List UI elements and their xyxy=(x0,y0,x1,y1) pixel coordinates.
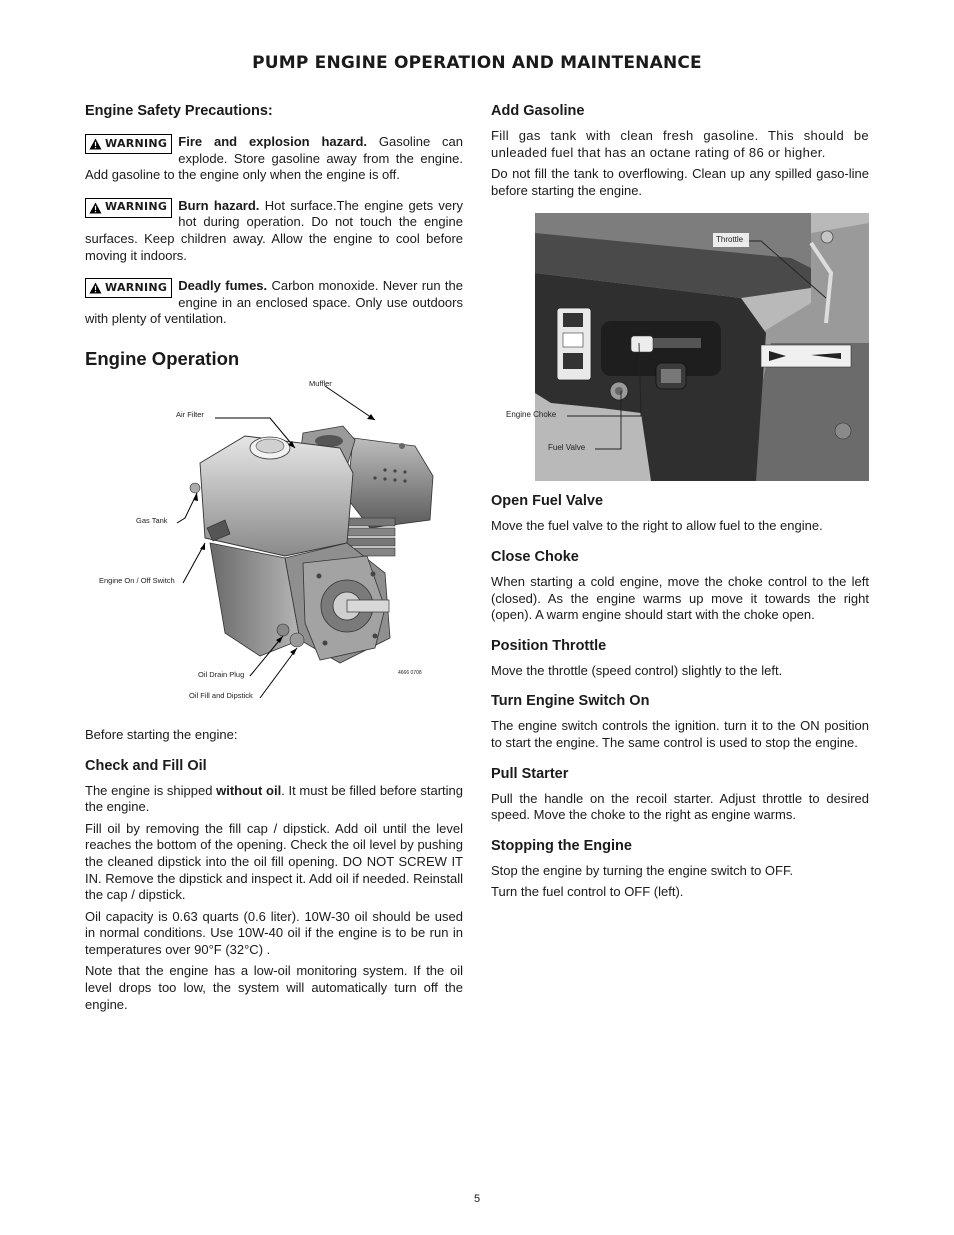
section-pull-starter xyxy=(491,766,869,824)
hazard-text: Hot surface.The engine gets very hot during operation. Do not touch the engine surfaces. Keep children away. Allow the engine to cool before moving it indoors. xyxy=(85,197,463,263)
section-text: Pull the handle on the recoil starter. Adjust throttle to desired speed. Move the choke to the right as engine warms. xyxy=(491,790,869,823)
check-oil-p2: Fill oil by removing the fill cap / dipstick. Add oil until the level reaches the bottom of the opening. Check the oil level by pushing the cleaned dipstick into the oil fill opening. DO NOT SCREW IT IN. Remove the dipstick and inspect it. Add oil if needed. Reinstall the cap / dipstick. xyxy=(85,820,463,903)
section-turn-switch-on xyxy=(491,693,869,751)
section-heading: Close Choke xyxy=(491,548,579,565)
warning-triangle-icon xyxy=(89,282,102,294)
section-heading: Turn Engine Switch On xyxy=(491,693,650,710)
warning-burn xyxy=(85,198,463,264)
warning-badge: WARNING xyxy=(85,278,172,298)
section-stopping-engine xyxy=(491,838,869,901)
safety-heading: Engine Safety Precautions: xyxy=(85,103,273,119)
section-heading: Position Throttle xyxy=(491,637,607,654)
section-text: Move the fuel valve to the right to allow fuel to the engine. xyxy=(491,518,823,534)
page-number: 5 xyxy=(473,1193,481,1205)
oil-drain-label: Oil Drain Plug xyxy=(198,669,245,679)
gas-tank-label: Gas Tank xyxy=(136,515,168,525)
section-heading: Open Fuel Valve xyxy=(491,493,604,510)
warning-fumes xyxy=(85,278,463,328)
right-column xyxy=(491,103,869,906)
air-filter-label: Air Filter xyxy=(176,409,204,419)
warning-triangle-icon xyxy=(89,138,102,150)
warning-triangle-icon xyxy=(89,202,102,214)
engine-operation-heading: Engine Operation xyxy=(85,347,240,369)
add-gasoline-p1: Fill gas tank with clean fresh gasoline. This should be unleaded fuel that has an octane rating of 86 or higher. xyxy=(491,128,869,160)
warning-badge: WARNING xyxy=(85,134,172,154)
section-text: When starting a cold engine, move the choke control to the left (closed). As the engine warms up move it towards the right (open). A warm engine should start with the choke open. xyxy=(491,573,869,623)
fuel-valve-label: Fuel Valve xyxy=(548,443,586,453)
section-text: Turn the fuel control to OFF (left). xyxy=(491,884,684,900)
engine-controls-photo xyxy=(491,213,869,481)
oil-fill-label: Oil Fill and Dipstick xyxy=(189,690,253,700)
section-close-choke xyxy=(491,549,869,624)
add-gasoline-heading: Add Gasoline xyxy=(491,103,585,119)
section-heading: Stopping the Engine xyxy=(491,837,632,854)
warning-badge: WARNING xyxy=(85,198,172,218)
section-heading: Pull Starter xyxy=(491,765,569,782)
hazard-title: Fire and explosion hazard. xyxy=(178,134,367,149)
page-title: PUMP ENGINE OPERATION AND MAINTENANCE xyxy=(252,53,702,73)
engine-switch-label: Engine On / Off Switch xyxy=(99,575,175,585)
engine-figure xyxy=(85,378,463,723)
figure-code: 4666 0708 xyxy=(398,669,422,676)
section-text: The engine switch controls the ignition. turn it to the ON position to start the engine. The same control is used to stop the engine. xyxy=(491,718,869,750)
check-oil-p4: Note that the engine has a low-oil monitoring system. If the oil level drops too low, the system will automatically turn off the engine. xyxy=(85,963,463,1012)
left-column xyxy=(85,103,463,1018)
section-position-throttle xyxy=(491,638,869,680)
controls-figure xyxy=(491,213,869,481)
check-oil-p3: Oil capacity is 0.63 quarts (0.6 liter). 10W-30 oil should be used in normal conditions. Use 10W-40 oil if the engine is to be run in temperatures over 90°F (32°C) . xyxy=(85,908,463,957)
hazard-title: Burn hazard. xyxy=(178,197,260,213)
muffler-label: Muffler xyxy=(309,378,332,388)
throttle-label: Throttle xyxy=(716,235,744,245)
hazard-title: Deadly fumes. xyxy=(178,278,268,294)
warning-fire xyxy=(85,134,463,184)
check-oil-p1: The engine is shipped without oil. It must be filled before starting the engine. xyxy=(85,782,464,815)
check-oil-heading: Check and Fill Oil xyxy=(85,757,207,774)
section-text: Stop the engine by turning the engine switch to OFF. xyxy=(491,862,794,878)
section-text: Move the throttle (speed control) slightly to the left. xyxy=(491,662,783,678)
add-gasoline-p2: Do not fill the tank to overflowing. Clean up any spilled gaso-line before starting the engine. xyxy=(491,166,869,198)
hazard-text: Gasoline can explode. Store gasoline away from the engine. Add gasoline to the engine only when the engine is off. xyxy=(85,134,463,183)
engine-choke-label: Engine Choke xyxy=(506,410,557,420)
section-open-fuel-valve xyxy=(491,493,869,535)
hazard-text: Carbon monoxide. Never run the engine in an enclosed space. Only use outdoors with plenty of ventilation. xyxy=(85,278,463,327)
before-starting-text: Before starting the engine: xyxy=(85,726,238,742)
